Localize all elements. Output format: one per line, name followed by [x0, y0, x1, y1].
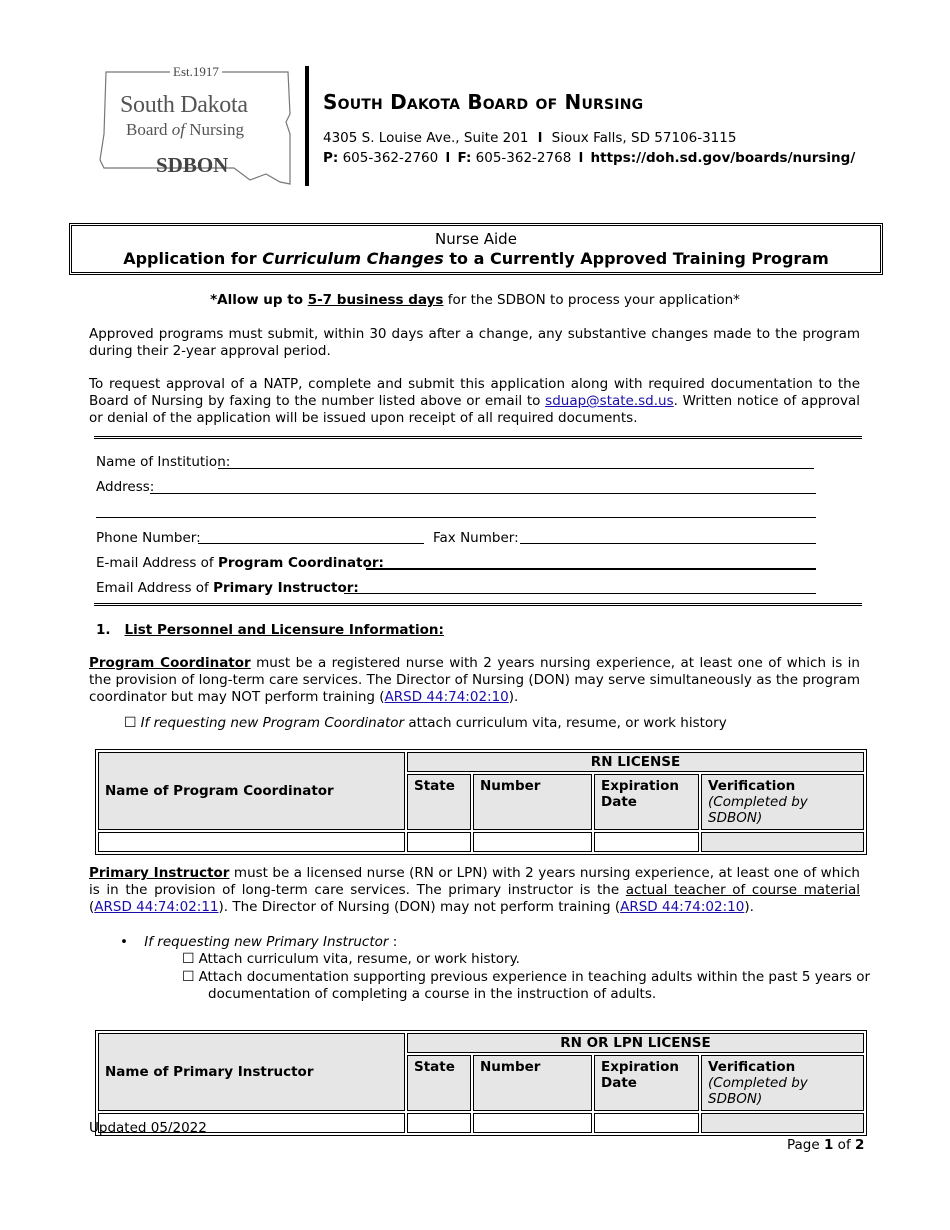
divider — [94, 436, 862, 439]
checklist-item: ☐ Attach documentation supporting previous experience in teaching adults within the past 5 years or documentation of completing a course in the instruction of adults. — [182, 969, 871, 1002]
checklist-item: ☐ Attach curriculum vita, resume, or work history. — [182, 951, 520, 967]
intro-paragraph-1: Approved programs must submit, within 30 days after a change, any substantive changes made to the program during their 2-year approval period. — [89, 326, 860, 359]
form-subtitle: Nurse Aide — [435, 230, 517, 248]
section-1-heading: 1. List Personnel and Licensure Information: — [96, 622, 444, 638]
new-coordinator-checkbox-row: ☐ If requesting new Program Coordinator attach curriculum vita, resume, or work history — [124, 715, 727, 731]
updated-date: Updated 05/2022 — [89, 1120, 207, 1136]
address-input[interactable] — [150, 493, 816, 494]
instructor-license-table — [95, 1030, 867, 1136]
coordinator-email-label: E-mail Address of Program Coordinator: — [96, 555, 384, 571]
page-number: Page 1 of 2 — [787, 1137, 865, 1153]
form-title-box — [69, 223, 883, 275]
form-title: Application for Curriculum Changes to a Currently Approved Training Program — [123, 249, 829, 268]
number-header: Number — [473, 1055, 592, 1111]
instructor-name-header: Name of Primary Instructor — [98, 1033, 405, 1111]
number-cell[interactable] — [473, 1113, 592, 1133]
arsd-link[interactable]: ARSD 44:74:02:10 — [620, 899, 745, 915]
number-header: Number — [473, 774, 592, 830]
verification-cell — [701, 1113, 864, 1133]
coordinator-email-input[interactable] — [366, 568, 816, 570]
coordinator-name-cell[interactable] — [98, 832, 405, 852]
state-header: State — [407, 1055, 471, 1111]
verification-header: Verification (Completed by SDBON) — [701, 774, 864, 830]
instructor-requirements: Primary Instructor must be a licensed nurse (RN or LPN) with 2 years nursing experience, at least one of which is in the provision of long-term care services. The primary instructor is the actual teacher of course material (ARSD 44:74:02:11). The Director of Nursing (DON) may not perform training (ARSD 44:74:02:10). — [89, 865, 860, 915]
institution-label: Name of Institution: — [96, 454, 231, 470]
arsd-link[interactable]: ARSD 44:74:02:11 — [94, 899, 219, 915]
intro-paragraph-2: To request approval of a NATP, complete and submit this application along with required documentation to the Board of Nursing by faxing to the number listed above or email to sduap@state.sd.us. Written notice of approval or denial of the application will be issued upon receipt of all required documents. — [89, 376, 860, 426]
logo-board-name: Board of Nursing — [126, 120, 245, 139]
expiration-header: Expiration Date — [594, 774, 699, 830]
organization-title: South Dakota Board of Nursing — [323, 90, 644, 114]
header-divider — [305, 66, 309, 186]
verification-cell — [701, 832, 864, 852]
logo-state-name: South Dakota — [120, 92, 248, 118]
rn-license-header: RN LICENSE — [407, 752, 864, 772]
phone-input[interactable] — [198, 543, 424, 544]
state-cell[interactable] — [407, 832, 471, 852]
expiration-cell[interactable] — [594, 1113, 699, 1133]
bullet-icon: • — [120, 934, 128, 950]
verification-header: Verification (Completed by SDBON) — [701, 1055, 864, 1111]
organization-contact: P: 605-362-2760 l F: 605-362-2768 l https://doh.sd.gov/boards/nursing/ — [323, 150, 856, 166]
checkbox[interactable]: ☐ — [182, 951, 195, 967]
logo-acronym: SDBON — [156, 153, 229, 177]
expiration-header: Expiration Date — [594, 1055, 699, 1111]
phone-label: Phone Number: — [96, 530, 201, 546]
checkbox[interactable]: ☐ — [124, 715, 137, 731]
arsd-link[interactable]: ARSD 44:74:02:10 — [384, 689, 509, 705]
checkbox[interactable]: ☐ — [182, 969, 195, 985]
organization-address: 4305 S. Louise Ave., Suite 201 l Sioux Falls, SD 57106-3115 — [323, 130, 737, 146]
logo-est: Est.1917 — [170, 64, 222, 80]
state-header: State — [407, 774, 471, 830]
expiration-cell[interactable] — [594, 832, 699, 852]
institution-input[interactable] — [218, 468, 814, 469]
fax-label: Fax Number: — [433, 530, 519, 546]
email-link[interactable]: sduap@state.sd.us — [545, 393, 674, 409]
website-link[interactable]: https://doh.sd.gov/boards/nursing/ — [590, 150, 856, 166]
rn-lpn-license-header: RN OR LPN LICENSE — [407, 1033, 864, 1053]
coordinator-license-table — [95, 749, 867, 855]
instructor-email-label: Email Address of Primary Instructor: — [96, 580, 359, 596]
new-instructor-bullet: • If requesting new Primary Instructor : — [120, 934, 398, 950]
state-cell[interactable] — [407, 1113, 471, 1133]
coordinator-name-header: Name of Program Coordinator — [98, 752, 405, 830]
number-cell[interactable] — [473, 832, 592, 852]
instructor-email-input[interactable] — [344, 593, 816, 594]
coordinator-requirements: Program Coordinator must be a registered nurse with 2 years nursing experience, at least one of which is in the provision of long-term care services. The Director of Nursing (DON) may serve simultaneously as the program coordinator but may NOT perform training (ARSD 44:74:02:10). — [89, 655, 860, 705]
fax-input[interactable] — [520, 543, 816, 544]
address-label: Address: — [96, 479, 155, 495]
address-input-line-2[interactable] — [96, 517, 816, 518]
divider — [94, 603, 862, 606]
processing-notice: *Allow up to 5-7 business days for the SDBON to process your application* — [210, 292, 740, 308]
